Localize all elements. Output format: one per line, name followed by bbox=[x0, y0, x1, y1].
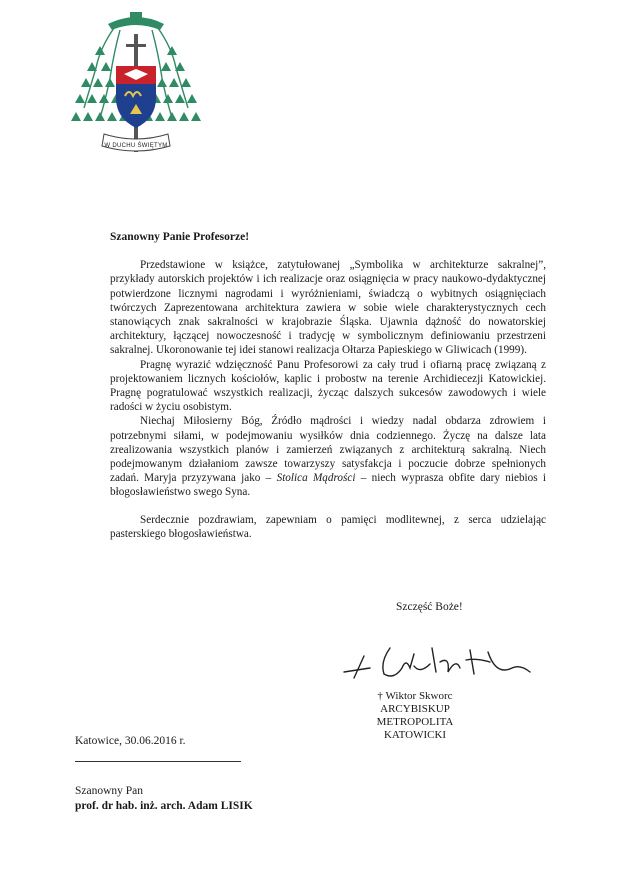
closing: Szczęść Boże! bbox=[396, 601, 463, 613]
paragraph-4: Serdecznie pozdrawiam, zapewniam o pamięci modlitewnej, z serca udzielając pasterskiego błogosławieństwa. bbox=[110, 513, 546, 540]
recipient-line-1: Szanowny Pan bbox=[75, 785, 144, 797]
recipient-line-2: prof. dr hab. inż. arch. Adam LISIK bbox=[75, 800, 253, 812]
letter-body bbox=[110, 230, 546, 541]
paragraph-3-end: – niech wyprasza obfite dary niebios i błogosławieństwo swego Syna. bbox=[110, 472, 546, 499]
paragraph-2: Pragnę wyrazić wdzięczność Panu Profesorowi za cały trud i ofiarną pracę związaną z projektowaniem licznych kościołów, kaplic i probostw na terenie Archidiecezji Katowickiej. Pragnę pogratulować wszystkich realizacji, życząc dalszych sukcesów zawodowych i wiele radości w życiu osobistym. bbox=[110, 358, 546, 414]
divider-line bbox=[75, 749, 241, 762]
place-date: Katowice, 30.06.2016 r. bbox=[75, 735, 186, 747]
footer bbox=[75, 734, 375, 814]
signer-name: † Wiktor Skworc bbox=[377, 690, 453, 702]
paragraph-3 bbox=[110, 414, 546, 499]
salutation: Szanowny Panie Profesorze! bbox=[110, 231, 250, 243]
signature-icon bbox=[340, 628, 540, 688]
paragraph-3-start: Niechaj Miłosierny Bóg, Źródło mądrości i wiedzy nadal obdarza zdrowiem i potrzebnymi siłami, w podejmowaniu wysiłków dnia codziennego. Życzę na dalsze lata zrealizowania wszystkich planów i zamierzeń związanych z architekturą sakralną. Niech podejmowanym działaniom zawsze towarzyszy satysfakcja i poczucie dobrze spełnionych zadań. Maryja przyzywana jako – bbox=[110, 415, 546, 485]
coat-motto: W DUCHU ŚWIĘTYM bbox=[104, 143, 168, 149]
signer-title-2: KATOWICKI bbox=[383, 729, 447, 741]
signer-title-1: ARCYBISKUP METROPOLITA bbox=[376, 703, 454, 728]
paragraph-3-italic: Stolica Mądrości bbox=[276, 472, 356, 485]
paragraph-1: Przedstawione w książce, zatytułowanej „Symbolika w architekturze sakralnej”, przykłady autorskich projektów i ich realizacje oraz osiągnięcia w pracy naukowo-dydaktycznej potwierdzone licznymi nagrodami i wyróżnieniami, świadczą o wybitnych osiągnięciach twórczych Zaprezentowana architektura zawiera w sobie wiele charakterystycznych cech stanowiących znak sakralności w krajobrazie Śląska. Ujawnia dążność do nowatorskiej architektury, łączącej nowoczesność i tradycję w symbolicznym definiowaniu przestrzeni sakralnej. Ukoronowanie tej idei stanowi realizacja Ołtarza Papieskiego w Gliwicach (1999). bbox=[110, 259, 546, 357]
coat-of-arms-icon bbox=[70, 8, 202, 178]
